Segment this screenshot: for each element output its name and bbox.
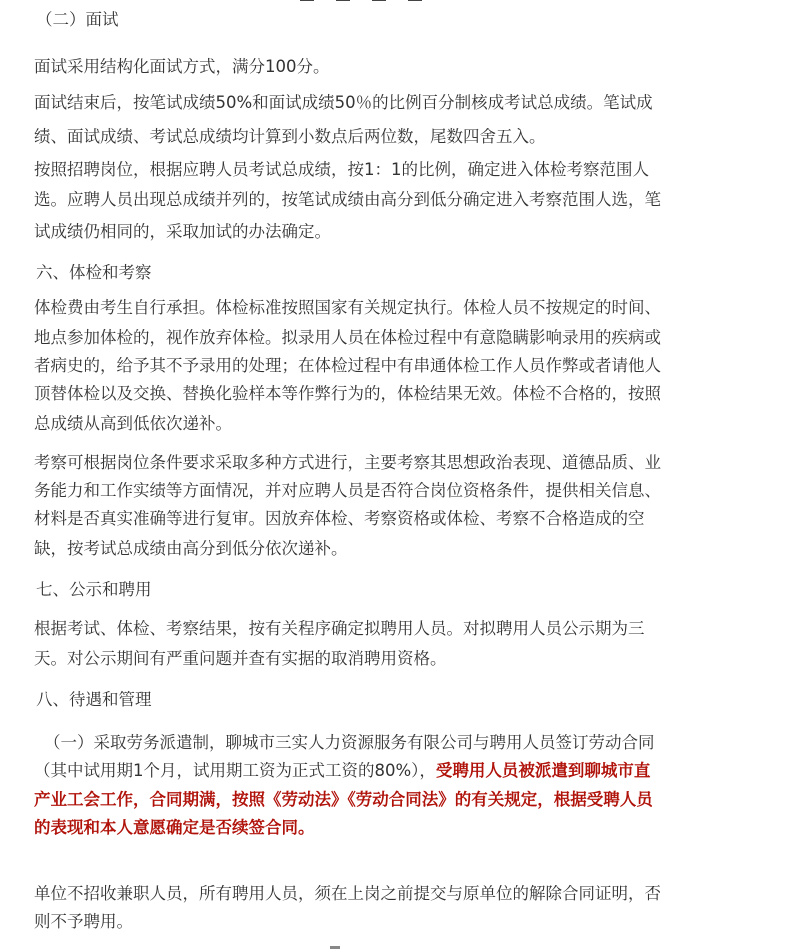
paragraph-line: 缺，按考试总成绩由高分到低分依次递补。: [34, 539, 348, 558]
paragraph-line: 总成绩从高到低依次递补。: [34, 414, 232, 433]
paragraph-line: （一）采取劳务派遣制，聊城市三实人力资源服务有限公司与聘用人员签订劳动合同: [44, 733, 655, 752]
paragraph-line: 按照招聘岗位，根据应聘人员考试总成绩，按1：1的比例，确定进入体检考察范围人: [34, 160, 649, 179]
paragraph-line: 则不予聘用。: [34, 912, 133, 931]
paragraph-line: 天。对公示期间有严重问题并查有实据的取消聘用资格。: [34, 649, 447, 668]
paragraph-line: 务能力和工作实绩等方面情况，并对应聘人员是否符合岗位资格条件，提供相关信息、: [34, 481, 661, 500]
section-heading-7: 七、公示和聘用: [36, 580, 152, 599]
paragraph-line: 面试结束后，按笔试成绩50%和面试成绩50％的比例百分制核成考试总成绩。笔试成: [34, 93, 653, 112]
paragraph-line: 试成绩仍相同的，采取加试的办法确定。: [34, 222, 331, 241]
paragraph-line: 根据考试、体检、考察结果，按有关程序确定拟聘用人员。对拟聘用人员公示期为三: [34, 619, 645, 638]
section-heading-interview: （二）面试: [36, 10, 119, 29]
plain-text: （其中试用期1个月，试用期工资为正式工资的80%），: [34, 761, 436, 780]
paragraph-line: 地点参加体检的，视作放弃体检。拟录用人员在体检过程中有意隐瞒影响录用的疾病或: [34, 328, 661, 347]
section-heading-8: 八、待遇和管理: [36, 690, 152, 709]
paragraph-line: 绩、面试成绩、考试总成绩均计算到小数点后两位数，尾数四舍五入。: [34, 127, 546, 146]
paragraph-line: 面试采用结构化面试方式，满分100分。: [34, 57, 330, 76]
paragraph-line: 顶替体检以及交换、替换化验样本等作弊行为的，体检结果无效。体检不合格的，按照: [34, 384, 661, 403]
paragraph-line-mixed: [34, 761, 650, 781]
paragraph-line: 选。应聘人员出现总成绩并列的，按笔试成绩由高分到低分确定进入考察范围人选，笔: [34, 190, 661, 209]
paragraph-line: 者病史的，给予其不予录用的处理；在体检过程中有串通体检工作人员作弊或者请他人: [34, 356, 661, 375]
emphasized-paragraph-line: 的表现和本人意愿确定是否续签合同。: [34, 818, 315, 837]
emphasized-paragraph-line: 产业工会工作，合同期满，按照《劳动法》《劳动合同法》的有关规定，根据受聘人员: [34, 790, 653, 809]
section-heading-6: 六、体检和考察: [36, 263, 152, 282]
paragraph-line: 单位不招收兼职人员，所有聘用人员，须在上岗之前提交与原单位的解除合同证明，否: [34, 884, 661, 903]
paragraph-line: 材料是否真实准确等进行复审。因放弃体检、考察资格或体检、考察不合格造成的空: [34, 509, 645, 528]
paragraph-line: 体检费由考生自行承担。体检标准按照国家有关规定执行。体检人员不按规定的时间、: [34, 298, 661, 317]
emphasized-text: 受聘用人员被派遣到聊城市直: [435, 761, 651, 780]
paragraph-line: 考察可根据岗位条件要求采取多种方式进行，主要考察其思想政治表现、道德品质、业: [34, 453, 661, 472]
cropped-title-fragment: [300, 0, 450, 2]
